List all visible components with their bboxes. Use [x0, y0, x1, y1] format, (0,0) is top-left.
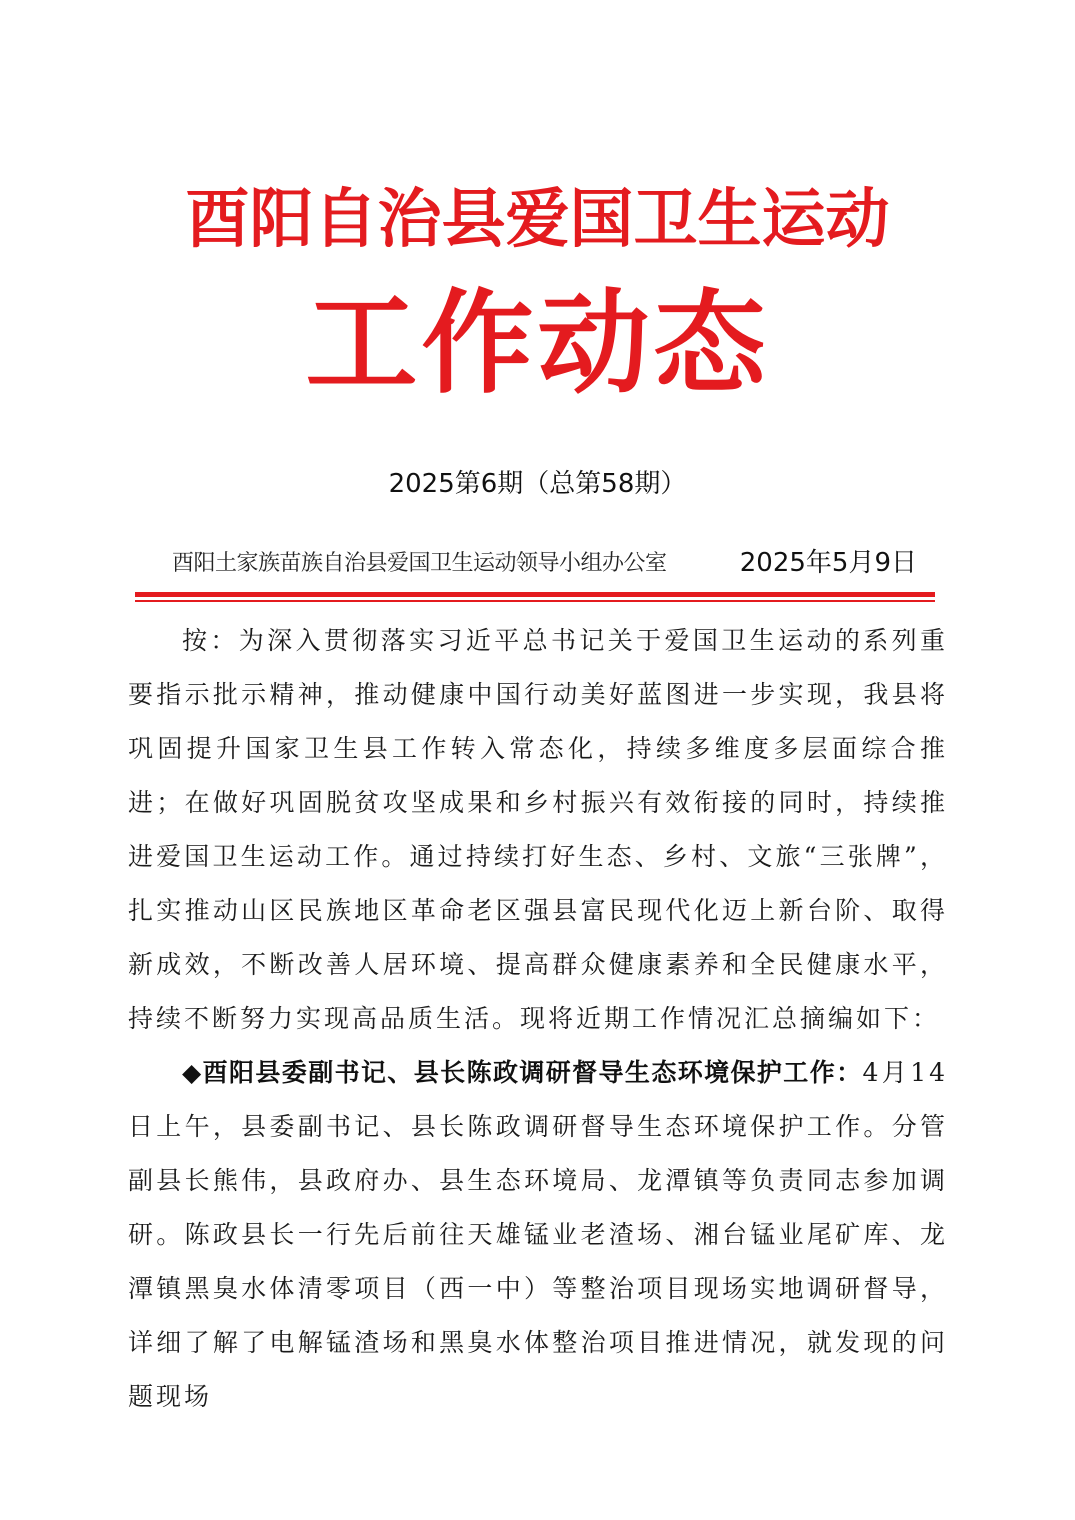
intro-paragraph: 按：为深入贯彻落实习近平总书记关于爱国卫生运动的系列重要指示批示精神，推动健康中国行动美好蓝图进一步实现，我县将巩固提升国家卫生县工作转入常态化，持续多维度多层面综合推进；在做好巩固脱贫攻坚成果和乡村振兴有效衔接的同时，持续推进爱国卫生运动工作。通过持续打好生态、乡村、文旅“三张牌”，扎实推动山区民族地区革命老区强县富民现代化迈上新台阶、取得新成效，不断改善人居环境、提高群众健康素养和全民健康水平，持续不断努力实现高品质生活。现将近期工作情况汇总摘编如下：	[128, 626, 948, 1033]
document-body	[128, 614, 948, 1424]
news-item-paragraph	[128, 1046, 948, 1424]
publisher-row	[172, 544, 917, 584]
news-item-heading: ◆酉阳县委副书记、县长陈政调研督导生态环境保护工作：	[182, 1058, 863, 1087]
publish-date: 2025年5月9日	[739, 548, 917, 578]
publisher-name: 酉阳土家族苗族自治县爱国卫生运动领导小组办公室	[172, 551, 667, 576]
masthead-title-line2: 工作动态	[305, 278, 770, 409]
news-item-text: 4月14日上午，县委副书记、县长陈政调研督导生态环境保护工作。分管副县长熊伟，县政府办、县生态环境局、龙潭镇等负责同志参加调研。陈政县长一行先后前往天雄锰业老渣场、湘台锰业尾矿库、龙潭镇黑臭水体清零项目（西一中）等整治项目现场实地调研督导，详细了解了电解锰渣场和黑臭水体整治项目推进情况，就发现的问题现场	[128, 1058, 949, 1411]
issue-number: 2025第6期（总第58期）	[388, 469, 687, 499]
masthead-title-line1: 酉阳自治县爱国卫生运动	[185, 182, 890, 257]
red-divider-thick	[135, 592, 935, 597]
red-divider-thin	[135, 600, 935, 602]
